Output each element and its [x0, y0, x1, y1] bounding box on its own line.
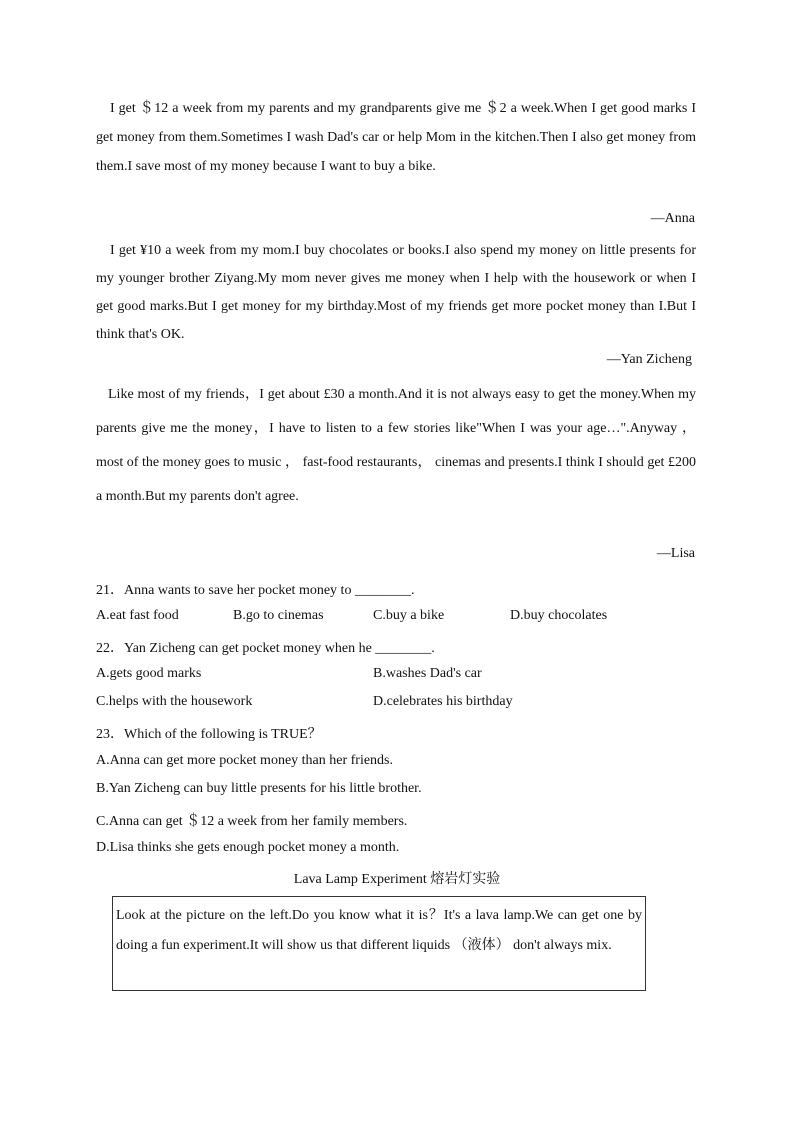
passage-anna: I get ＄12 a week from my parents and my grandparents give me ＄2 a week.When I get good marks I get money from them.Sometimes I wash Dad's car or help Mom in the kitchen.Then I also get money from them.I save most of my money because I want to buy a bike.	[96, 101, 696, 174]
option-21-b: B.go to cinemas	[233, 608, 324, 623]
option-23-a: A.Anna can get more pocket money than her friends.	[96, 753, 394, 768]
question-21: 21．Anna wants to save her pocket money to ________.	[96, 583, 415, 598]
passage-lisa: Like most of my friends，I get about £30 a month.And it is not always easy to get the money.When my parents give me the money，I have to listen to a few stories like"When I was your age…".Anyway ， most of the money goes to music ， fast-food restaurants， cinemas and presents.I think I should get £200 a month.But my parents don't agree.	[96, 387, 696, 504]
section-title: Lava Lamp Experiment 熔岩灯实验	[293, 872, 501, 887]
intro-text: Look at the picture on the left.Do you know what it is？It's a lava lamp.We can get one by doing a fun experiment.It will show us that different liquids （液体） don't always mix.	[116, 908, 642, 953]
intro-text-box	[112, 896, 646, 991]
option-22-d: D.celebrates his birthday	[373, 694, 513, 709]
option-23-c: C.Anna can get ＄12 a week from her family members.	[96, 814, 408, 829]
author-lisa: —Lisa	[656, 546, 695, 561]
passage-yan-zicheng: I get ¥10 a week from my mom.I buy chocolates or books.I also spend my money on little presents for my younger brother Ziyang.My mom never gives me money when I help with the housework or when I get good marks.But I get money for my birthday.Most of my friends get more pocket money than I.But I think that's OK.	[96, 243, 696, 342]
option-21-c: C.buy a bike	[373, 608, 445, 623]
author-yan-zicheng: —Yan Zicheng	[606, 352, 692, 367]
option-22-a: A.gets good marks	[96, 666, 202, 681]
option-23-b: B.Yan Zicheng can buy little presents for his little brother.	[96, 781, 422, 796]
option-22-b: B.washes Dad's car	[373, 666, 482, 681]
option-21-d: D.buy chocolates	[510, 608, 608, 623]
author-anna: —Anna	[650, 211, 695, 226]
question-23: 23．Which of the following is TRUE？	[96, 727, 322, 742]
question-22: 22．Yan Zicheng can get pocket money when he ________.	[96, 641, 435, 656]
option-21-a: A.eat fast food	[96, 608, 179, 623]
option-22-c: C.helps with the housework	[96, 694, 253, 709]
option-23-d: D.Lisa thinks she gets enough pocket money a month.	[96, 840, 400, 855]
